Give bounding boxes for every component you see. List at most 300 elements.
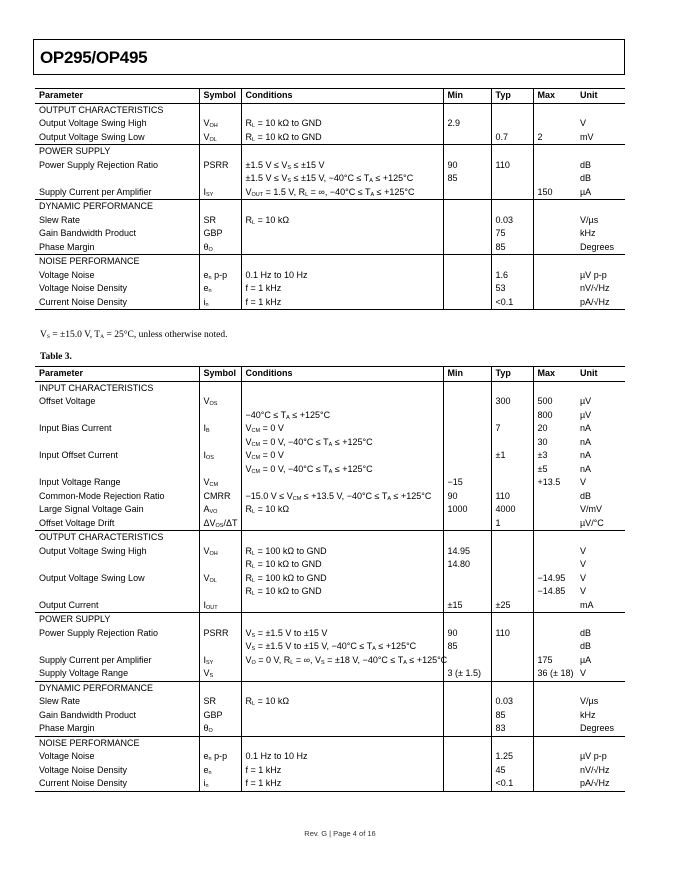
table-row [35,282,625,296]
max-cell [533,764,576,778]
min-cell [443,214,491,228]
min-cell: 90 [443,490,491,504]
section-row [35,200,625,214]
column-header-min: Min [443,89,491,104]
conditions-cell [241,381,443,395]
min-cell [443,736,491,750]
conditions-cell [241,255,443,269]
unit-cell: V [580,477,587,487]
max-cell [533,145,576,159]
typ-cell: 85 [491,709,533,723]
conditions-cell: $R_L = 10$ kΩ [241,503,443,517]
unit-cell: V [580,668,587,678]
unit-cell: V/mV [580,504,603,514]
typ-cell [491,736,533,750]
parameter-cell: Current Noise Density [35,296,199,310]
typ-cell [491,545,533,559]
parameter-cell: Phase Margin [35,722,199,736]
typ-cell [491,172,533,186]
typ-cell [491,681,533,695]
parameter-cell: Slew Rate [35,214,199,228]
min-cell: 14.95 [443,545,491,559]
typ-cell [491,613,533,627]
section-row [35,381,625,395]
table-row [35,214,625,228]
parameter-cell: POWER SUPPLY [35,145,199,159]
unit-cell [576,381,625,395]
table-row [35,503,625,517]
parameter-cell: Phase Margin [35,241,199,255]
typ-cell [491,476,533,490]
max-cell: ±3 [537,450,548,460]
symbol-cell: $I_{SY}$ [199,186,241,200]
max-cell [533,200,576,214]
table-row [35,722,625,736]
min-cell [443,449,491,463]
conditions-cell [241,145,443,159]
max-cell [533,381,576,395]
symbol-cell: PSRR [199,159,241,173]
parameter-cell: Voltage Noise Density [35,764,199,778]
symbol-cell: $V_S$ [199,667,241,681]
conditions-cell: $V_{CM} = 0$ V, $-40^\circ C \le T_A \le +125^\circ C$ [241,463,443,477]
table-row [35,572,625,586]
conditions-cell [241,476,443,490]
parameter-cell: Output Voltage Swing High [35,545,199,559]
spec-table-continued [35,88,625,310]
unit-cell: Degrees [580,723,615,733]
table-row [35,159,625,173]
max-cell [533,613,576,627]
unit-cell [576,103,625,117]
min-cell [443,436,491,450]
max-cell: 150 [537,186,553,197]
max-cell [533,531,576,545]
max-cell [533,490,576,504]
max-cell [533,599,576,613]
max-cell: 500 [537,396,553,406]
table-row [35,764,625,778]
parameter-cell: NOISE PERFORMANCE [35,255,199,269]
min-cell [443,585,491,599]
conditions-cell: $R_L = 10$ kΩ to GND [241,558,443,572]
column-header-conditions: Conditions [241,367,443,382]
unit-cell: nV/√Hz [580,283,610,293]
symbol-cell: $V_{OH}$ [199,117,241,131]
unit-cell [576,681,625,695]
section-row [35,681,625,695]
symbol-cell: $\theta_O$ [199,722,241,736]
typ-cell [491,381,533,395]
max-cell: −14.85 [537,586,566,596]
table-row [35,777,625,791]
max-cell: ±5 [537,463,548,474]
unit-cell: µV p-p [580,269,607,280]
section-row [35,613,625,627]
unit-cell: V/µs [580,214,599,225]
max-cell [533,269,576,283]
max-cell [533,558,576,572]
unit-cell: dB [580,627,592,638]
min-cell [443,103,491,117]
symbol-cell: $e_n$ [199,282,241,296]
unit-cell: V [580,559,587,569]
section-row [35,103,625,117]
typ-cell: 83 [491,722,533,736]
max-cell [533,640,576,654]
unit-cell: nA [580,423,592,433]
symbol-cell [199,736,241,750]
unit-cell: dB [580,173,592,183]
unit-cell: V [580,545,587,556]
min-cell: 3 (± 1.5) [443,667,491,681]
conditions-cell: $R_L = 100$ kΩ to GND [241,545,443,559]
parameter-cell: Supply Current per Amplifier [35,186,199,200]
max-cell [533,750,576,764]
table-row [35,186,625,200]
min-cell [443,409,491,423]
typ-cell: ±25 [491,599,533,613]
conditions-cell [241,613,443,627]
table-row [35,640,625,654]
symbol-cell [199,585,241,599]
unit-cell: V [580,572,587,583]
symbol-cell [199,681,241,695]
typ-cell: 300 [491,395,533,409]
table-caption: Table 3. [40,352,72,362]
symbol-cell: $A_{VO}$ [199,503,241,517]
column-header-unit: Unit [576,367,625,382]
conditions-cell [241,681,443,695]
typ-cell: 45 [491,764,533,778]
typ-cell: 53 [491,282,533,296]
spec-table-3 [35,366,625,792]
typ-cell [491,436,533,450]
page-footer: Rev. G | Page 4 of 16 [304,829,376,838]
typ-cell [491,667,533,681]
max-cell [533,214,576,228]
conditions-cell: 0.1 Hz to 10 Hz [241,750,443,764]
max-cell [533,282,576,296]
column-header-max: Max [533,367,576,382]
typ-cell: ±1 [491,449,533,463]
conditions-cell: f = 1 kHz [241,282,443,296]
parameter-cell: Offset Voltage Drift [35,517,199,531]
table-row [35,654,625,668]
symbol-cell: SR [199,695,241,709]
table-header-row [35,367,625,382]
parameter-cell: Input Bias Current [35,422,199,436]
symbol-cell: GBP [199,227,241,241]
max-cell [533,503,576,517]
unit-cell: Degrees [580,241,615,252]
conditions-cell: $R_L = 10$ kΩ [241,695,443,709]
typ-cell [491,463,533,477]
symbol-cell [199,381,241,395]
unit-cell [576,736,625,750]
max-cell [533,296,576,310]
max-cell [533,736,576,750]
table-row [35,172,625,186]
conditions-cell: ±1.5 $V \le V_S \le \pm 15$ V, $-40^\circ C \le T_A \le +125^\circ C$ [241,172,443,186]
conditions-cell: $V_{CM} = 0$ V, $-40^\circ C \le T_A \le +125^\circ C$ [241,436,443,450]
unit-cell [576,255,625,269]
typ-cell [491,572,533,586]
column-header-parameter: Parameter [35,89,199,104]
table-row [35,131,625,145]
min-cell: ±15 [443,599,491,613]
unit-cell: V [580,118,587,128]
symbol-cell [199,463,241,477]
max-cell [533,517,576,531]
conditions-cell: $R_L = 100$ kΩ to GND [241,572,443,586]
column-header-typ: Typ [491,89,533,104]
table-row [35,599,625,613]
section-row [35,255,625,269]
conditions-cell: $-40^\circ C \le T_A \le +125^\circ C$ [241,409,443,423]
table-row [35,585,625,599]
conditions-cell [241,531,443,545]
typ-cell: 4000 [491,503,533,517]
min-cell [443,269,491,283]
column-header-typ: Typ [491,367,533,382]
typ-cell: <0.1 [491,777,533,791]
parameter-cell: Output Voltage Swing High [35,117,199,131]
min-cell [443,654,491,668]
max-cell [533,722,576,736]
parameter-cell: Voltage Noise Density [35,282,199,296]
symbol-cell [199,255,241,269]
min-cell [443,764,491,778]
min-cell [443,241,491,255]
conditions-cell [241,736,443,750]
parameter-cell [35,172,199,186]
parameter-cell [35,436,199,450]
typ-cell: 1.6 [491,269,533,283]
symbol-cell: $I_{OUT}$ [199,599,241,613]
table-row [35,558,625,572]
table-row [35,409,625,423]
unit-cell [576,613,625,627]
symbol-cell: $V_{OL}$ [199,572,241,586]
typ-cell [491,255,533,269]
max-cell [533,681,576,695]
min-cell [443,572,491,586]
min-cell: 85 [443,640,491,654]
conditions-cell: $R_L = 10$ kΩ to GND [241,131,443,145]
conditions-cell [241,709,443,723]
unit-cell: nA [580,463,592,474]
table-row [35,436,625,450]
conditions-cell [241,722,443,736]
min-cell: 90 [443,627,491,641]
min-cell [443,422,491,436]
column-header-min: Min [443,367,491,382]
max-cell [533,103,576,117]
table-body [35,381,625,791]
symbol-cell: $e_n$ p-p [199,269,241,283]
conditions-cell: $R_L = 10$ kΩ to GND [241,585,443,599]
symbol-cell: GBP [199,709,241,723]
min-cell [443,186,491,200]
unit-cell: V/µs [580,696,599,706]
symbol-cell: $\theta_O$ [199,241,241,255]
unit-cell: nV/√Hz [580,764,610,775]
typ-cell: 0.7 [491,131,533,145]
typ-cell [491,200,533,214]
min-cell [443,722,491,736]
column-header-parameter: Parameter [35,367,199,382]
unit-cell: pA/√Hz [576,296,625,310]
column-header-symbol: Symbol [199,89,241,104]
parameter-cell: OUTPUT CHARACTERISTICS [35,103,199,117]
symbol-cell: $V_{CM}$ [199,476,241,490]
min-cell [443,463,491,477]
min-cell: 2.9 [443,117,491,131]
typ-cell [491,654,533,668]
table-row [35,476,625,490]
symbol-cell [199,640,241,654]
unit-cell: µV p-p [580,751,607,761]
table-row [35,490,625,504]
parameter-cell: Input Voltage Range [35,476,199,490]
min-cell [443,613,491,627]
conditions-cell [241,599,443,613]
max-cell [533,627,576,641]
min-cell [443,131,491,145]
table-row [35,269,625,283]
max-cell: 20 [537,423,548,433]
unit-cell: dB [580,490,592,501]
table-body [35,103,625,310]
typ-cell [491,186,533,200]
conditions-cell: $V_S = \pm 1.5$ V to ±15 V [241,627,443,641]
unit-cell [576,145,625,159]
unit-cell [576,531,625,545]
typ-cell [491,558,533,572]
conditions-cell [241,103,443,117]
typ-cell [491,145,533,159]
typ-cell: 110 [491,159,533,173]
parameter-cell: Output Voltage Swing Low [35,131,199,145]
min-cell: 90 [443,159,491,173]
max-cell [533,227,576,241]
max-cell [533,695,576,709]
min-cell [443,381,491,395]
unit-cell [576,200,625,214]
symbol-cell: PSRR [199,627,241,641]
symbol-cell: $V_{OS}$ [199,395,241,409]
min-cell [443,695,491,709]
parameter-cell: Output Voltage Swing Low [35,572,199,586]
conditions-cell: f = 1 kHz [241,764,443,778]
conditions-cell: $V_{CM} = 0$ V [241,449,443,463]
section-row [35,145,625,159]
symbol-cell [199,103,241,117]
symbol-cell [199,531,241,545]
unit-cell: nA [580,450,592,460]
max-cell [533,545,576,559]
typ-cell [491,585,533,599]
symbol-cell: SR [199,214,241,228]
parameter-cell: Power Supply Rejection Ratio [35,627,199,641]
typ-cell [491,103,533,117]
parameter-cell: Gain Bandwidth Product [35,227,199,241]
table-row [35,695,625,709]
min-cell [443,145,491,159]
unit-cell: µV/°C [580,517,604,528]
conditions-cell: $V_{CM} = 0$ V [241,422,443,436]
column-header-conditions: Conditions [241,89,443,104]
parameter-cell: DYNAMIC PERFORMANCE [35,681,199,695]
unit-cell: kHz [580,228,596,238]
table-row [35,709,625,723]
parameter-cell [35,463,199,477]
parameter-cell: Common-Mode Rejection Ratio [35,490,199,504]
conditions-cell: $V_O = 0$ V, $R_L$ = ∞, $V_S = \pm 18$ V, $-40^\circ C \le T_A \le +125^\circ C$ [241,654,443,668]
parameter-cell: DYNAMIC PERFORMANCE [35,200,199,214]
table-row [35,667,625,681]
unit-cell: µV [580,396,592,406]
table-row [35,750,625,764]
conditions-cell: $R_L = 10$ kΩ [241,214,443,228]
conditions-cell: f = 1 kHz [241,296,443,310]
table-row [35,241,625,255]
table-row [35,627,625,641]
typ-cell: 110 [491,627,533,641]
table-row [35,422,625,436]
symbol-cell: $i_n$ [199,777,241,791]
table-row [35,545,625,559]
unit-cell: µV [580,409,592,420]
conditions-cell: $R_L = 10$ kΩ to GND [241,117,443,131]
symbol-cell: $e_n$ [199,764,241,778]
unit-cell: nA [580,436,592,447]
table-row [35,117,625,131]
symbol-cell: $i_n$ [199,296,241,310]
parameter-cell: Large Signal Voltage Gain [35,503,199,517]
parameter-cell: Gain Bandwidth Product [35,709,199,723]
max-cell [533,241,576,255]
unit-cell: kHz [580,709,596,720]
symbol-cell [199,172,241,186]
min-cell [443,709,491,723]
parameter-cell: Supply Voltage Range [35,667,199,681]
typ-cell: 75 [491,227,533,241]
symbol-cell: $I_B$ [199,422,241,436]
conditions-cell: ±1.5 $V \le V_S \le \pm 15$ V [241,159,443,173]
min-cell [443,517,491,531]
table-row [35,463,625,477]
min-cell [443,395,491,409]
column-header-unit: Unit [576,89,625,104]
page-title-box [33,39,625,75]
table-row [35,296,625,310]
symbol-cell: $I_{OS}$ [199,449,241,463]
typ-cell: 1 [491,517,533,531]
parameter-cell [35,558,199,572]
conditions-cell: 0.1 Hz to 10 Hz [241,269,443,283]
max-cell: 36 (± 18) [537,668,574,678]
conditions-cell [241,200,443,214]
min-cell [443,531,491,545]
parameter-cell: NOISE PERFORMANCE [35,736,199,750]
min-cell [443,255,491,269]
symbol-cell: $V_{OH}$ [199,545,241,559]
conditions-cell [241,517,443,531]
min-cell: 85 [443,172,491,186]
parameter-cell: Current Noise Density [35,777,199,791]
